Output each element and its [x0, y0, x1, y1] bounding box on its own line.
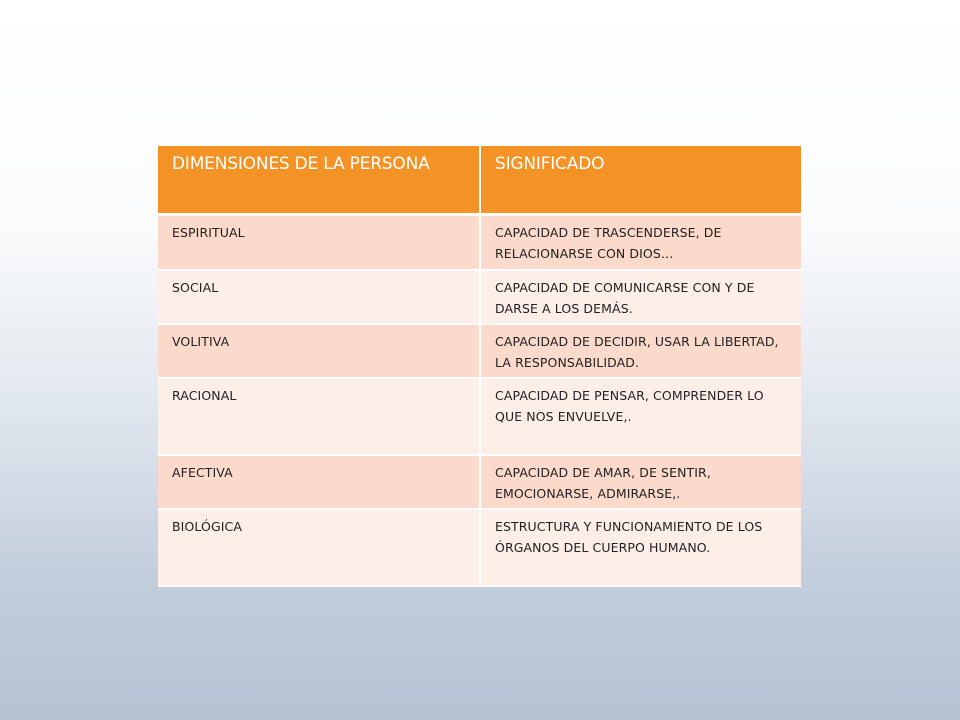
header-significado: SIGNIFICADO: [480, 146, 801, 215]
dimension-cell: AFECTIVA: [158, 455, 480, 509]
table-row: [158, 378, 801, 455]
dimension-cell: VOLITIVA: [158, 324, 480, 378]
table-row: [158, 215, 801, 270]
meaning-cell: CAPACIDAD DE PENSAR, COMPRENDER LO QUE NOS ENVUELVE,.: [480, 378, 801, 455]
table-row: [158, 270, 801, 324]
meaning-cell: ESTRUCTURA Y FUNCIONAMIENTO DE LOS ÓRGANOS DEL CUERPO HUMANO.: [480, 509, 801, 586]
dimension-cell: ESPIRITUAL: [158, 215, 480, 270]
meaning-cell: CAPACIDAD DE COMUNICARSE CON Y DE DARSE A LOS DEMÁS.: [480, 270, 801, 324]
meaning-cell: CAPACIDAD DE DECIDIR, USAR LA LIBERTAD, LA RESPONSABILIDAD.: [480, 324, 801, 378]
meaning-cell: CAPACIDAD DE TRASCENDERSE, DE RELACIONARSE CON DIOS…: [480, 215, 801, 270]
table-row: [158, 324, 801, 378]
dimension-cell: BIOLÓGICA: [158, 509, 480, 586]
table-header-row: [158, 146, 801, 215]
table-row: [158, 455, 801, 509]
meaning-cell: CAPACIDAD DE AMAR, DE SENTIR, EMOCIONARSE, ADMIRARSE,.: [480, 455, 801, 509]
table-row: [158, 509, 801, 586]
dimension-cell: RACIONAL: [158, 378, 480, 455]
dimensions-table: [158, 146, 801, 587]
dimension-cell: SOCIAL: [158, 270, 480, 324]
header-dimensiones: DIMENSIONES DE LA PERSONA: [158, 146, 480, 215]
